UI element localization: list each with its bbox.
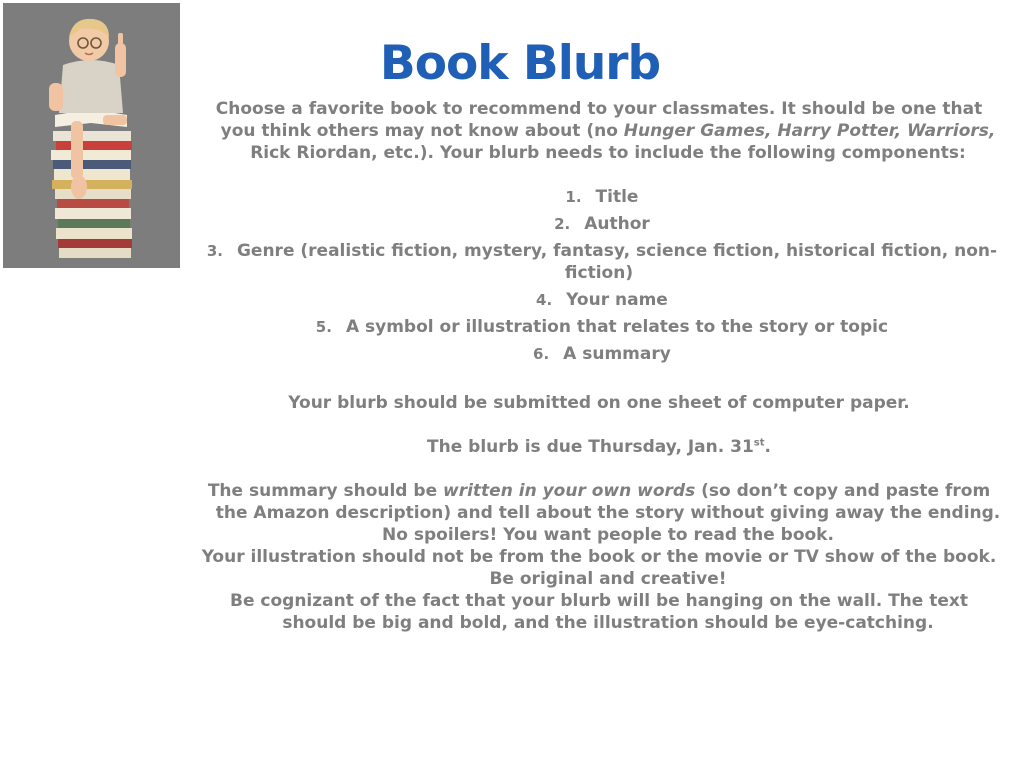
list-number: 4. <box>536 291 553 309</box>
list-text: Genre (realistic fiction, mystery, fantasy, science fiction, historical fiction, non-fiction) <box>236 241 998 283</box>
list-text: Title <box>595 187 639 207</box>
intro-paragraph <box>196 98 1002 164</box>
list-text: A symbol or illustration that relates to the story or topic <box>345 317 889 337</box>
due-date <box>196 436 1002 458</box>
list-text: A summary <box>563 344 671 364</box>
list-item <box>196 289 1002 311</box>
list-number: 3. <box>206 242 223 260</box>
list-item <box>196 213 1002 235</box>
components-list <box>196 186 1002 365</box>
list-number: 1. <box>565 188 582 206</box>
book-stack-icon <box>51 131 132 258</box>
child-on-book-stack-photo <box>3 3 180 268</box>
illustration-note: Your illustration should not be from the book or the movie or TV show of the book. Be original and creative! <box>201 547 997 589</box>
list-item <box>196 316 1002 338</box>
due-suffix: st <box>753 437 765 449</box>
summary-note <box>196 480 1002 546</box>
list-number: 2. <box>554 215 571 233</box>
list-item <box>196 240 1002 284</box>
summary-emphasis: written in your own words <box>443 481 696 501</box>
list-number: 6. <box>533 345 550 363</box>
wall-note: Be cognizant of the fact that your blurb will be hanging on the wall. The text should be big and bold, and the illustration should be eye-catching. <box>230 591 968 633</box>
list-text: Author <box>584 214 650 234</box>
intro-text: Choose a favorite book to recommend to your classmates. It should be one that you think others may not know about (no <box>215 99 983 141</box>
list-item <box>196 186 1002 208</box>
list-text: Your name <box>566 290 668 310</box>
page-title: Book Blurb <box>379 36 661 91</box>
list-number: 5. <box>315 318 332 336</box>
summary-text-end: (so don’t copy and paste from the Amazon description) and tell about the story without giving away the ending. No spoilers! You want people to read the book. <box>215 481 1001 545</box>
list-item <box>196 343 1002 365</box>
instructions-body <box>196 98 1002 634</box>
summary-text: The summary should be <box>207 481 444 501</box>
intro-text-end: Rick Riordan, etc.). Your blurb needs to include the following components: <box>250 143 966 163</box>
excluded-books: Hunger Games, Harry Potter, Warriors, <box>623 121 996 141</box>
paper-note: Your blurb should be submitted on one sheet of computer paper. <box>288 393 910 413</box>
due-period: . <box>764 437 771 457</box>
due-text: The blurb is due Thursday, Jan. 31 <box>427 437 754 457</box>
